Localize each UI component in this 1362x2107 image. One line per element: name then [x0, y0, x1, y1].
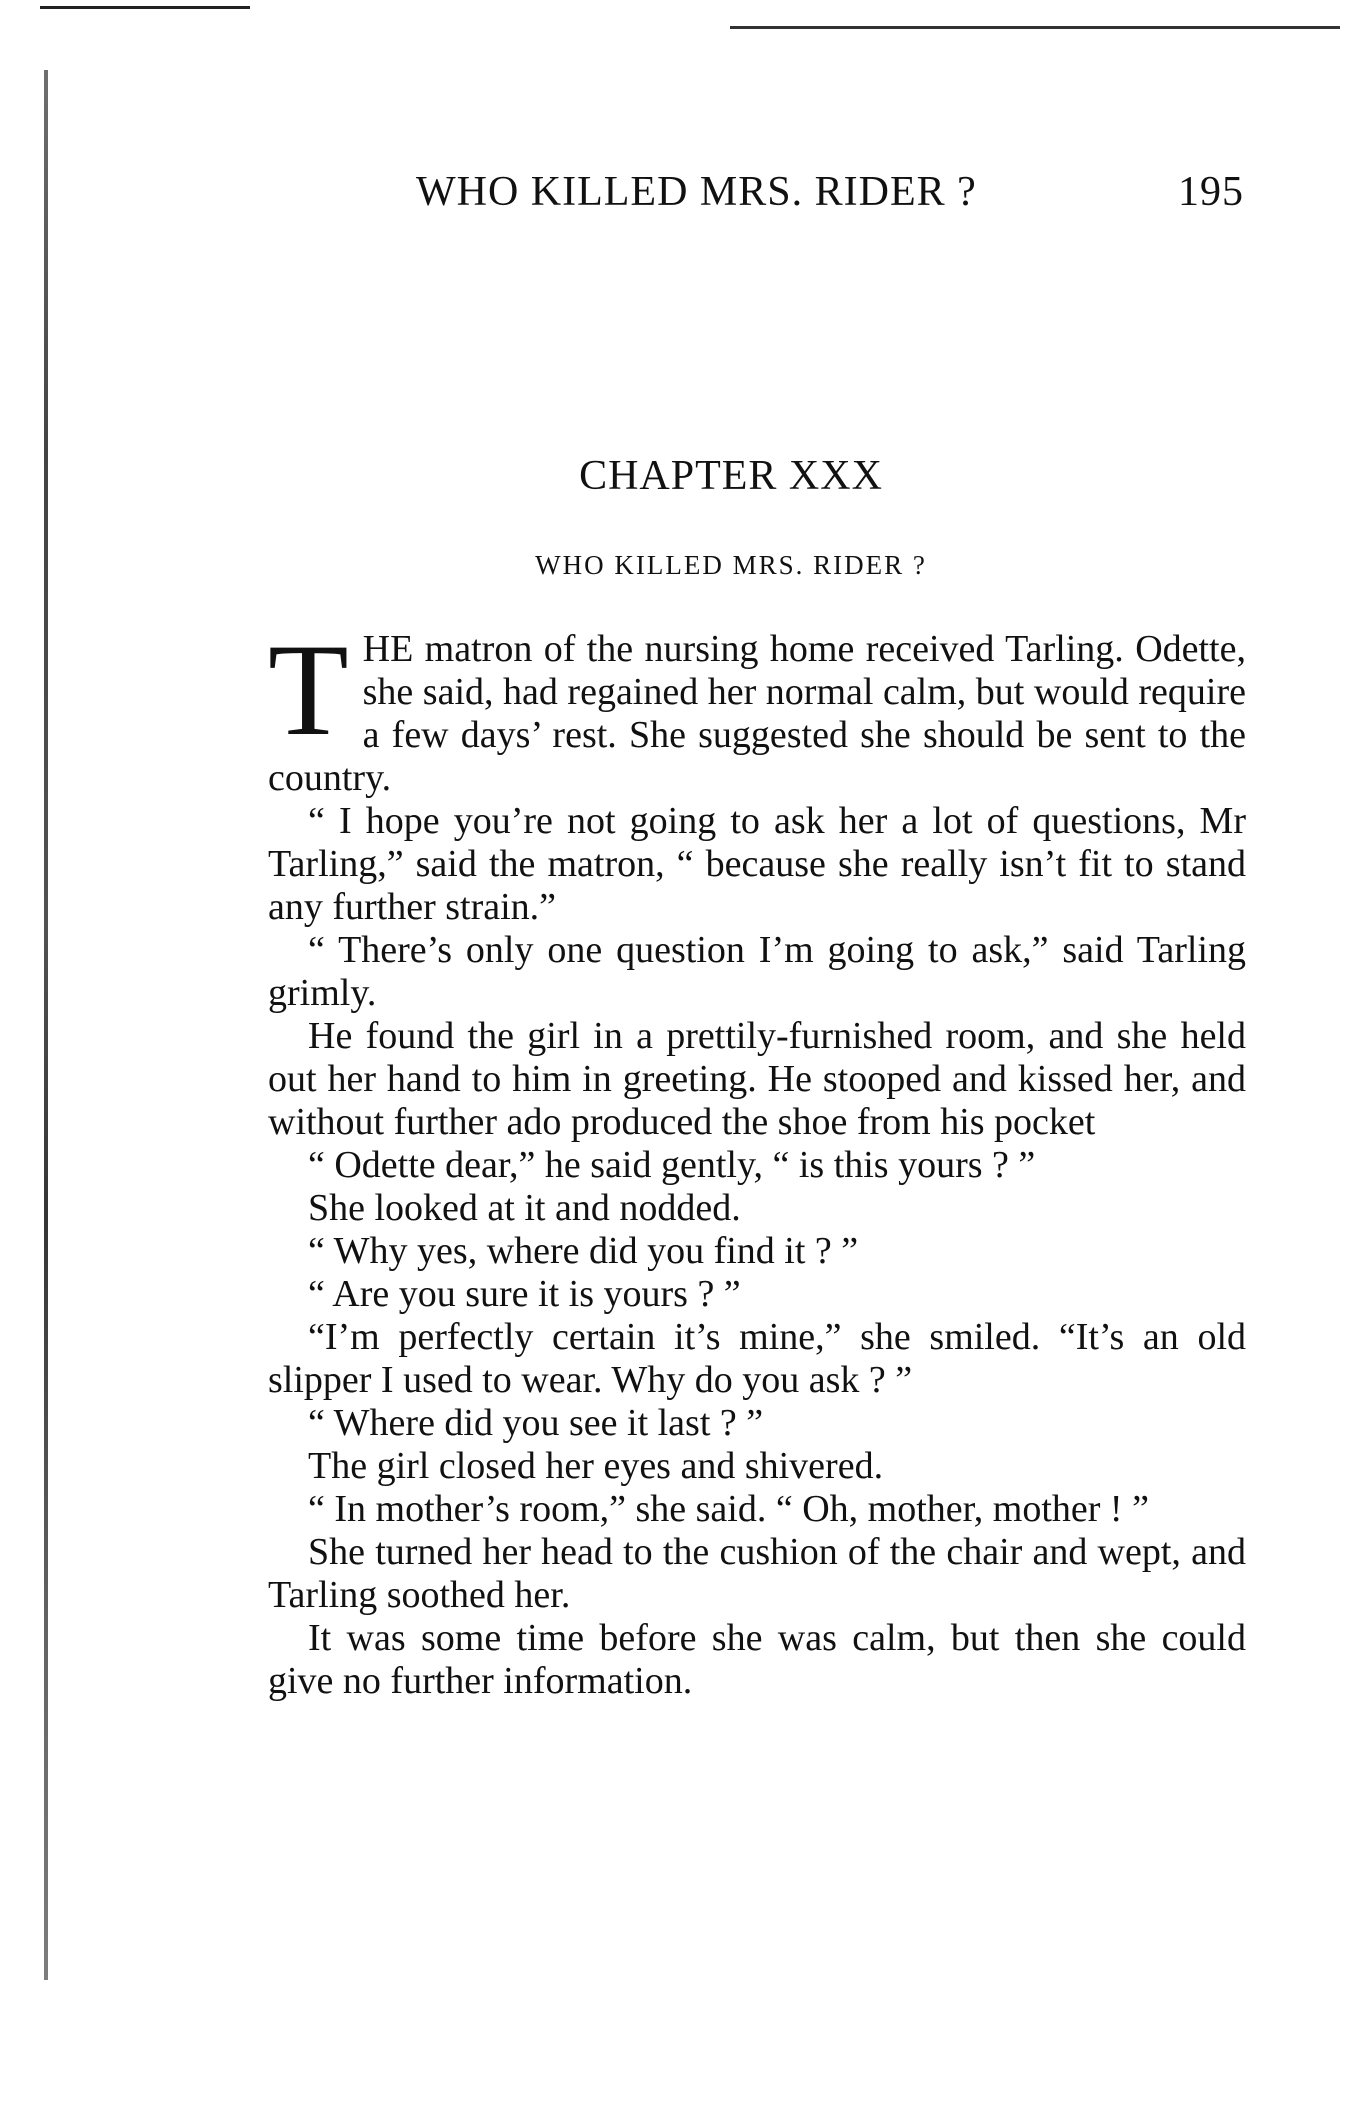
paragraph: “ Where did you see it last ? ”	[308, 1402, 764, 1444]
paragraph: “ Odette dear,” he said gently, “ is this yours ? ”	[308, 1144, 1036, 1186]
paragraph: She looked at it and nodded.	[308, 1187, 741, 1229]
paragraph: He found the girl in a prettily-furnished room, and she held out her hand to him in greeting. He stooped and kissed her, and without further ado produced the shoe from his pocket	[268, 1015, 1246, 1143]
paragraph: “ In mother’s room,” she said. “ Oh, mother, mother ! ”	[308, 1488, 1149, 1530]
paragraph: The girl closed her eyes and shivered.	[308, 1445, 884, 1487]
chapter-body	[268, 616, 1246, 1703]
paragraph: “ Are you sure it is yours ? ”	[308, 1273, 741, 1315]
scan-edge-mark	[730, 26, 1340, 29]
paragraph: She turned her head to the cushion of the chair and wept, and Tarling soothed her.	[268, 1531, 1246, 1616]
chapter-number: CHAPTER XXX	[579, 453, 883, 499]
paragraph: “ I hope you’re not going to ask her a lot of questions, Mr Tarling,” said the matron, “ because she really isn’t fit to stand any further strain.”	[268, 800, 1246, 928]
paragraph	[268, 616, 1246, 800]
drop-cap: T	[268, 616, 349, 763]
page-number: 195	[1178, 169, 1244, 215]
paragraph-text: HE matron of the nursing home received Tarling. Odette, she said, had regained her normal calm, but would require a few days’ rest. She suggested she should be sent to the country.	[268, 628, 1246, 799]
paragraph: “I’m perfectly certain it’s mine,” she smiled. “It’s an old slipper I used to wear. Why do you ask ? ”	[268, 1316, 1246, 1401]
paragraph: “ Why yes, where did you find it ? ”	[308, 1230, 859, 1272]
scan-gutter-shadow	[44, 70, 48, 1980]
running-head	[270, 168, 1270, 228]
paragraph: “ There’s only one question I’m going to ask,” said Tarling grimly.	[268, 929, 1246, 1014]
paragraph: It was some time before she was calm, but then she could give no further information.	[268, 1617, 1246, 1702]
running-head-title: WHO KILLED MRS. RIDER ?	[416, 169, 977, 215]
scan-edge-mark	[40, 6, 250, 9]
chapter-title: WHO KILLED MRS. RIDER ?	[535, 550, 927, 580]
